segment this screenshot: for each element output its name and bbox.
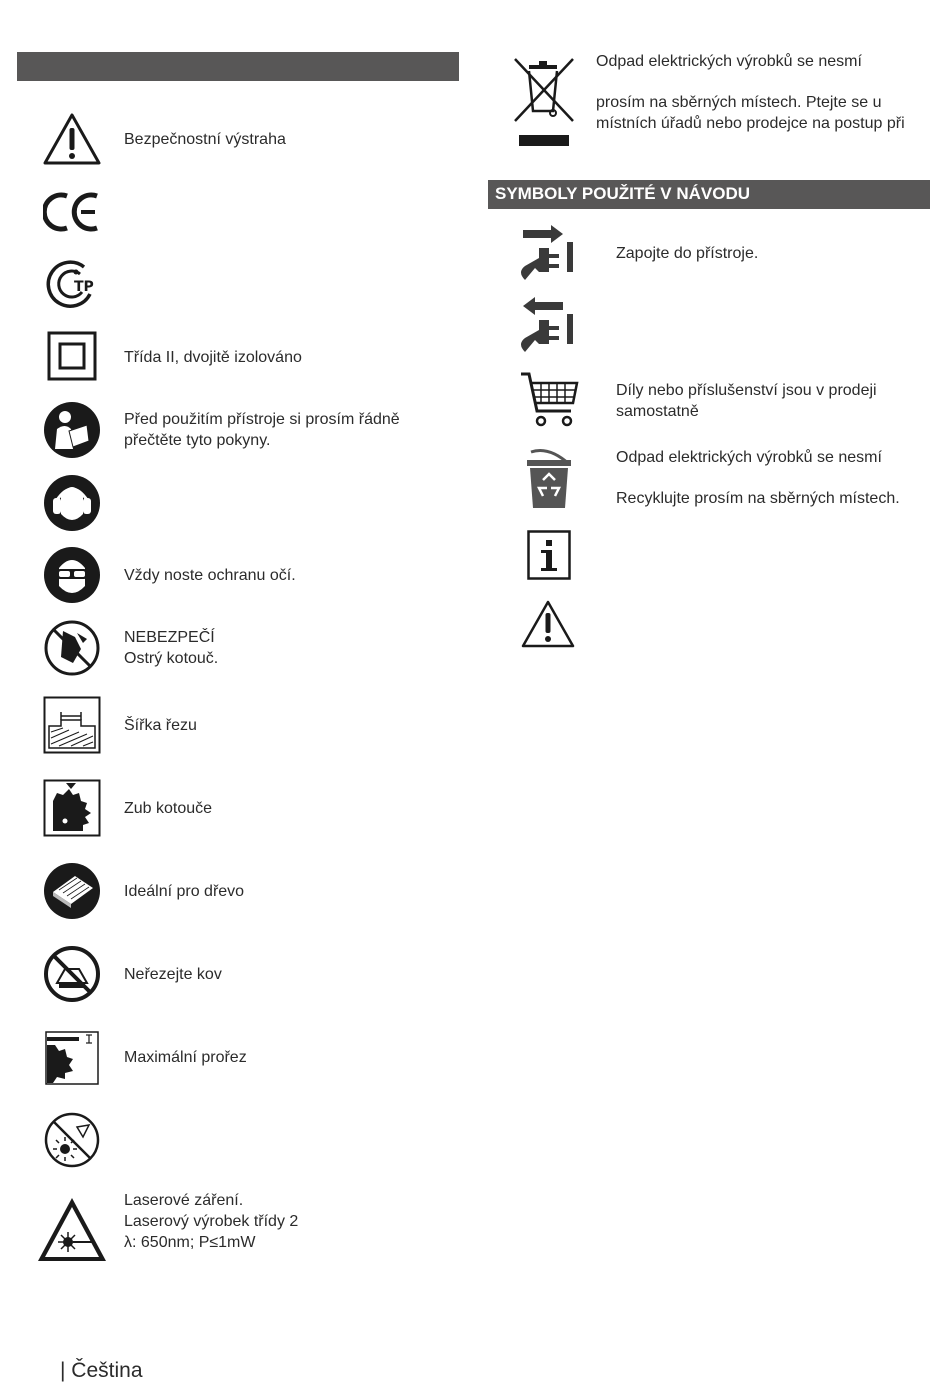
item-text-recycle-b: Recyklujte prosím na sběrných místech.	[616, 490, 900, 507]
no-metal-cutting-icon	[43, 945, 101, 1003]
cut-width-icon	[43, 696, 101, 754]
item-text-cut-width: Šířka řezu	[124, 717, 197, 734]
ear-protection-icon	[43, 474, 101, 532]
right-section-header: SYMBOLY POUŽITÉ V NÁVODU	[488, 180, 930, 209]
unplug-icon	[515, 294, 581, 358]
item-text-class-ii: Třída II, dvojitě izolováno	[124, 349, 302, 366]
item-text-safety-warning: Bezpečnostní výstraha	[124, 131, 286, 148]
item-text-no-metal: Neřezejte kov	[124, 966, 222, 983]
gost-tp-mark-icon	[44, 258, 100, 312]
read-manual-icon	[43, 401, 101, 459]
max-cut-depth-icon	[45, 1031, 99, 1085]
plug-in-icon	[515, 222, 581, 286]
class-ii-double-insulation-icon	[47, 331, 97, 381]
footer-language: | Čeština	[60, 1359, 143, 1382]
no-laser-stare-icon	[43, 1111, 101, 1169]
laser-warning-icon	[36, 1196, 108, 1264]
item-text-max-cut: Maximální prořez	[124, 1049, 247, 1066]
item-text-blade-tooth: Zub kotouče	[124, 800, 213, 817]
wood-icon	[43, 862, 101, 920]
weee-text-line2: prosím na sběrných místech. Ptejte se u místních úřadů nebo prodejce na postup při	[596, 94, 905, 132]
shopping-cart-icon	[519, 371, 579, 429]
item-text-recycle-a: Odpad elektrických výrobků se nesmí	[616, 449, 882, 466]
warning-triangle-icon	[520, 599, 576, 649]
no-hand-sharp-blade-icon	[43, 619, 101, 677]
blade-tooth-icon	[43, 779, 101, 837]
warning-triangle-icon	[42, 112, 102, 166]
weee-crossed-bin-icon	[511, 55, 577, 149]
item-text-eye-protection: Vždy noste ochranu očí.	[124, 567, 296, 584]
item-text-read-manual: Před použitím přístroje si prosím řádně přečtěte tyto pokyny.	[124, 411, 400, 449]
recycle-bin-icon	[525, 446, 573, 510]
ce-mark-icon	[43, 191, 101, 233]
weee-text-line1: Odpad elektrických výrobků se nesmí	[596, 53, 862, 70]
info-icon	[527, 530, 571, 580]
item-text-danger-sharp-blade: NEBEZPEČÍ Ostrý kotouč.	[124, 629, 219, 667]
item-text-sold-separately: Díly nebo příslušenství jsou v prodeji samostatně	[616, 382, 877, 420]
item-text-wood: Ideální pro dřevo	[124, 883, 245, 900]
eye-protection-icon	[43, 546, 101, 604]
item-text-plug-in: Zapojte do přístroje.	[616, 245, 759, 262]
left-section-header	[17, 52, 459, 81]
item-text-laser: Laserové záření. Laserový výrobek třídy 2 λ: 650nm; P≤1mW	[124, 1192, 299, 1251]
svg-text:TP: TP	[74, 279, 94, 295]
